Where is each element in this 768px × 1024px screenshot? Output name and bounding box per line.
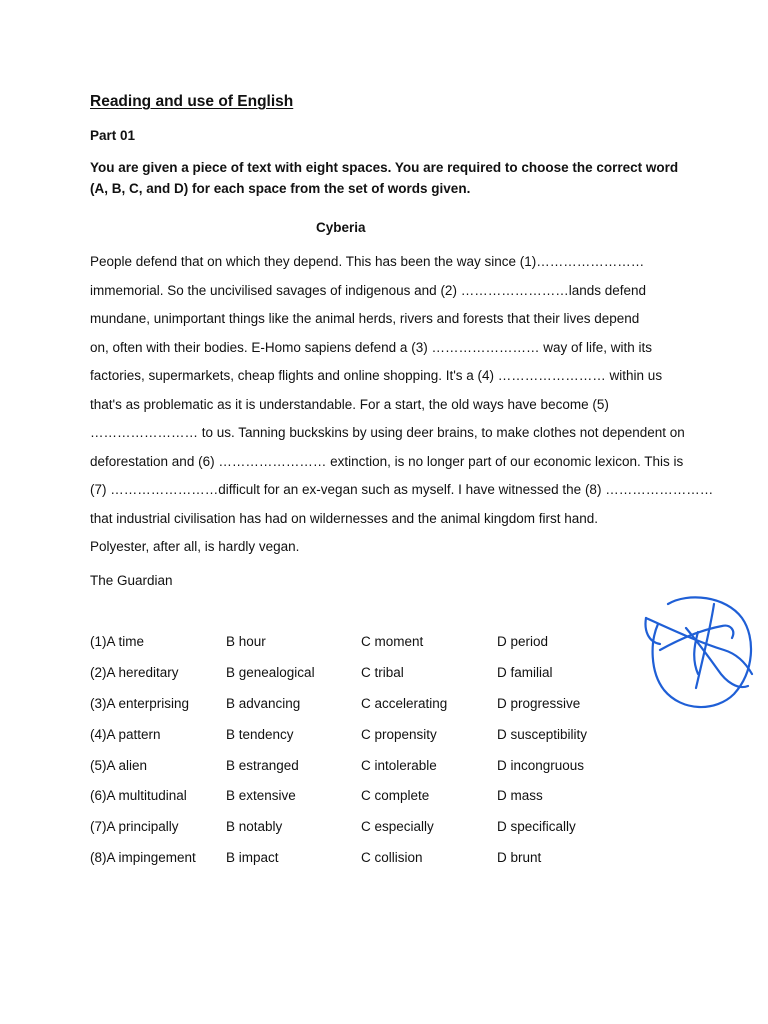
option-row-7: [90, 819, 650, 850]
passage-line: mundane, unimportant things like the animal herds, rivers and forests that their lives depend: [90, 311, 640, 326]
option-a: (7)A principally: [90, 819, 179, 835]
option-b: B advancing: [226, 695, 301, 711]
passage-title: Cyberia: [316, 220, 366, 235]
option-d: D brunt: [497, 850, 542, 866]
option-row-2: [90, 665, 650, 696]
passage-line: …………………… to us. Tanning buckskins by using deer brains, to make clothes not dependent on: [90, 425, 685, 440]
option-a: (4)A pattern: [90, 726, 161, 742]
option-d: D susceptibility: [497, 726, 588, 742]
option-b: B hour: [226, 634, 266, 649]
option-row-1: [90, 634, 650, 665]
source-attribution: The Guardian: [90, 573, 173, 588]
option-c: C tribal: [361, 664, 404, 680]
option-row-6: [90, 788, 650, 819]
passage-line: People defend that on which they depend. This has been the way since (1)……………………: [90, 254, 645, 269]
part-label: Part 01: [90, 128, 136, 143]
option-row-4: [90, 727, 650, 758]
handwritten-signature-icon: [638, 590, 758, 715]
passage-line: that industrial civilisation has had on wildernesses and the animal kingdom first hand.: [90, 510, 599, 526]
option-d: D incongruous: [497, 757, 585, 773]
instructions-line: (A, B, C, and D) for each space from the set of words given.: [90, 181, 471, 196]
option-c: C complete: [361, 788, 430, 804]
option-d: D period: [497, 634, 549, 649]
option-c: C propensity: [361, 726, 437, 742]
option-b: B estranged: [226, 757, 299, 773]
option-d: D specifically: [497, 819, 576, 835]
passage-line: that's as problematic as it is understandable. For a start, the old ways have become (5): [90, 396, 609, 412]
passage-line: factories, supermarkets, cheap flights and online shopping. It's a (4) …………………… within us: [90, 368, 663, 383]
option-c: C collision: [361, 850, 423, 866]
instructions: [90, 157, 690, 199]
option-b: B genealogical: [226, 664, 315, 680]
options-table: [90, 634, 650, 881]
option-a: (2)A hereditary: [90, 664, 179, 680]
option-b: B extensive: [226, 788, 296, 804]
option-a: (1)A time: [90, 634, 145, 649]
option-b: B tendency: [226, 726, 294, 742]
section-heading: Reading and use of English: [90, 93, 294, 110]
option-c: C intolerable: [361, 757, 437, 773]
option-b: B impact: [226, 850, 279, 866]
option-row-8: [90, 850, 650, 881]
option-b: B notably: [226, 819, 283, 835]
passage-line: (7) ……………………difficult for an ex-vegan such as myself. I have witnessed the (8) ……………………: [90, 482, 714, 497]
passage-line: on, often with their bodies. E-Homo sapiens defend a (3) …………………… way of life, with its: [90, 339, 652, 355]
option-row-3: [90, 696, 650, 727]
passage-line: Polyester, after all, is hardly vegan.: [90, 539, 300, 554]
option-c: C accelerating: [361, 695, 448, 711]
option-row-5: [90, 758, 650, 789]
option-a: (3)A enterprising: [90, 695, 190, 711]
option-d: D mass: [497, 788, 543, 804]
option-d: D familial: [497, 664, 553, 680]
instructions-line: You are given a piece of text with eight spaces. You are required to choose the correct word: [90, 160, 679, 175]
option-c: C especially: [361, 819, 434, 835]
option-d: D progressive: [497, 695, 581, 711]
passage-line: deforestation and (6) …………………… extinction, is no longer part of our economic lexicon. This is: [90, 453, 684, 469]
option-c: C moment: [361, 634, 424, 649]
option-a: (5)A alien: [90, 757, 148, 773]
passage-text: [90, 248, 714, 562]
passage-line: immemorial. So the uncivilised savages of indigenous and (2) ……………………lands defend: [90, 282, 647, 298]
option-a: (6)A multitudinal: [90, 788, 187, 804]
option-a: (8)A impingement: [90, 850, 196, 866]
